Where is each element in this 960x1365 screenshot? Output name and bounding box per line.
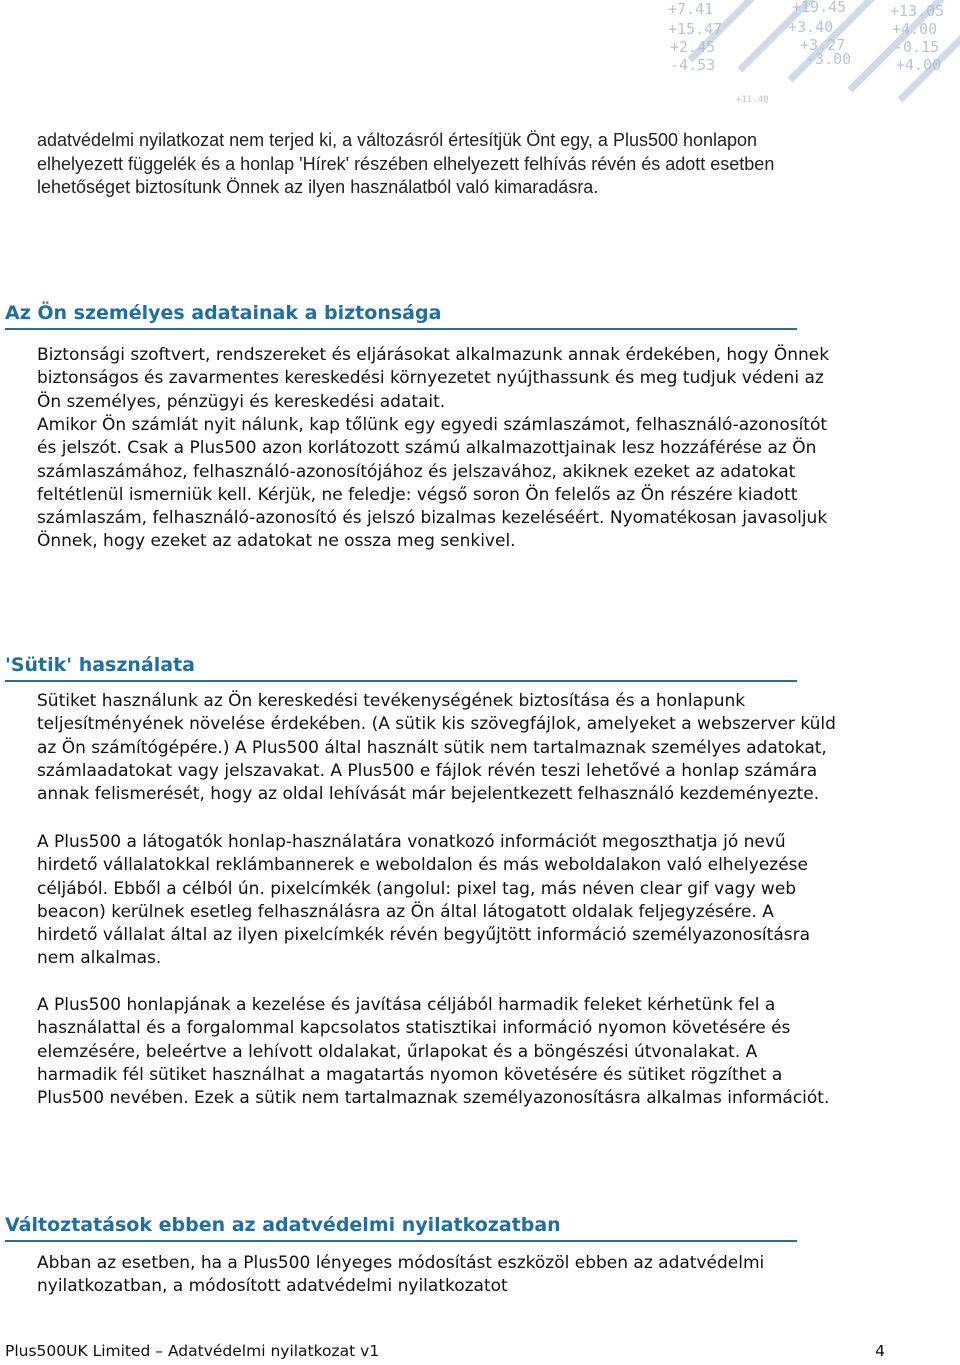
decoration-number: -3.00 [806,50,852,68]
cookies-paragraph-1: Sütiket használunk az Ön kereskedési tevékenységének biztosítása és a honlapunk teljesítményének növelése érdekében. (A sütik kis szövegfájlok, amelyeket a webszerver küld az Ön számítógépére.) A Plus500 által használt sütik nem tartalmaznak személyes adatokat, számlaadatokat vagy jelszavakat. A Plus500 e fájlok révén teszi lehetővé a honlap számára annak felismerését, hogy az oldal lehívását már bejelentkezett felhasználó kezdeményezte. [37,691,836,805]
cookies-paragraph-2: A Plus500 a látogatók honlap-használatára vonatkozó információt megoszthatja jó nevű hirdető vállalatokkal reklámbannerek e weboldalon és más weboldalakon való elhelyezése céljából. Ebből a célból ún. pixelcímkék (angolul: pixel tag, más néven clear gif vagy web beacon) kerülnek esetleg felhasználásra az Ön által látogatott oldalak feljegyzésére. A hirdető vállalat által az ilyen pixelcímkék révén begyűjtött információ személyazonosításra nem alkalmas. [37,832,810,969]
decoration-number: +3.40 [788,18,834,36]
section-heading-changes: Változtatások ebben az adatvédelmi nyilatkozatban [5,1214,797,1242]
decoration-number: +19.45 [792,0,847,16]
page-footer [5,1342,885,1360]
decoration-number: +7.41 [668,0,714,18]
footer-document-title: Plus500UK Limited – Adatvédelmi nyilatkozat v1 [5,1342,380,1360]
changes-paragraph-1: Abban az esetben, ha a Plus500 lényeges módosítást eszközöl ebben az adatvédelmi nyilatkozatban, a módosított adatvédelmi nyilatkozatot [37,1253,765,1297]
footer-page-number: 4 [875,1342,885,1360]
security-paragraph-1: Biztonsági szoftvert, rendszereket és eljárásokat alkalmazunk annak érdekében, hogy Önnek biztonságos és zavarmentes kereskedési környezetet nyújthassunk és meg tudjuk védeni az Ön személyes, pénzügyi és kereskedési adatait. [37,345,830,412]
decoration-number: +4.00 [896,56,942,74]
decoration-number: -0.15 [894,38,940,56]
decoration-number: +11.40 [736,95,769,105]
decoration-number: +3.27 [800,36,846,54]
decoration-number: +13.05 [890,2,945,20]
decoration-number: -4.53 [670,56,716,74]
decoration-number: +4.00 [892,20,938,38]
security-paragraph-2: Amikor Ön számlát nyit nálunk, kap tőlünk egy egyedi számlaszámot, felhasználó-azonosítót és jelszót. Csak a Plus500 azon korlátozott számú alkalmazottjainak lesz hozzáférése az Ön számlaszámához, felhasználó-azonosítójához és jelszavához, akiknek ezeket az adatokat feltétlenül ismerniük kell. Kérjük, ne feledje: végső soron Ön felelős az Ön részére kiadott számlaszám, felhasználó-azonosító és jelszó bizalmas kezeléséért. Nyomatékosan javasoljuk Önnek, hogy ezeket az adatokat ne ossza meg senkivel. [37,415,828,552]
section-heading-cookies: 'Sütik' használata [5,654,797,682]
decoration-number: +15.47 [668,20,723,38]
decoration-number: +2.45 [670,38,716,56]
section-heading-security: Az Ön személyes adatainak a biztonsága [5,302,797,330]
intro-paragraph: adatvédelmi nyilatkozat nem terjed ki, a változásról értesítjük Önt egy, a Plus500 honlapon elhelyezett függelék és a honlap 'Hírek' részében elhelyezett felhívás révén és adott esetben lehetőséget biztosítunk Önnek az ilyen használatból való kimaradásra. [37,130,775,197]
header-decoration-graphic [660,0,960,105]
cookies-paragraph-3: A Plus500 honlapjának a kezelése és javítása céljából harmadik feleket kérhetünk fel a használattal és a forgalommal kapcsolatos statisztikai információ nyomon követésére és elemzésére, beleértve a lehívott oldalakat, űrlapokat és a böngészési útvonalakat. A harmadik fél sütiket használhat a magatartás nyomon követésére és sütiket rögzíthet a Plus500 nevében. Ezek a sütik nem tartalmaznak személyazonosításra alkalmas információt. [37,995,830,1109]
